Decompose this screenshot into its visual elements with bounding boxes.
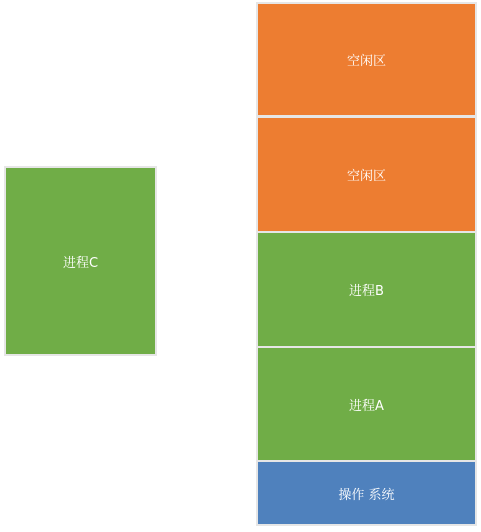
process-c-block <box>4 166 157 356</box>
free-area-label-2: 空闲区 <box>346 169 386 184</box>
free-area-block-2 <box>256 116 477 233</box>
process-b-label: 进程B <box>349 284 384 299</box>
process-b-block <box>256 231 477 348</box>
process-c-label: 进程C <box>62 255 99 271</box>
process-a-block <box>256 346 477 463</box>
operating-system-label: 操作 系统 <box>338 487 395 503</box>
operating-system-block <box>256 460 477 526</box>
free-area-label-1: 空闲区 <box>346 54 386 69</box>
free-area-block-1 <box>256 2 477 117</box>
process-a-label: 进程A <box>349 399 384 414</box>
